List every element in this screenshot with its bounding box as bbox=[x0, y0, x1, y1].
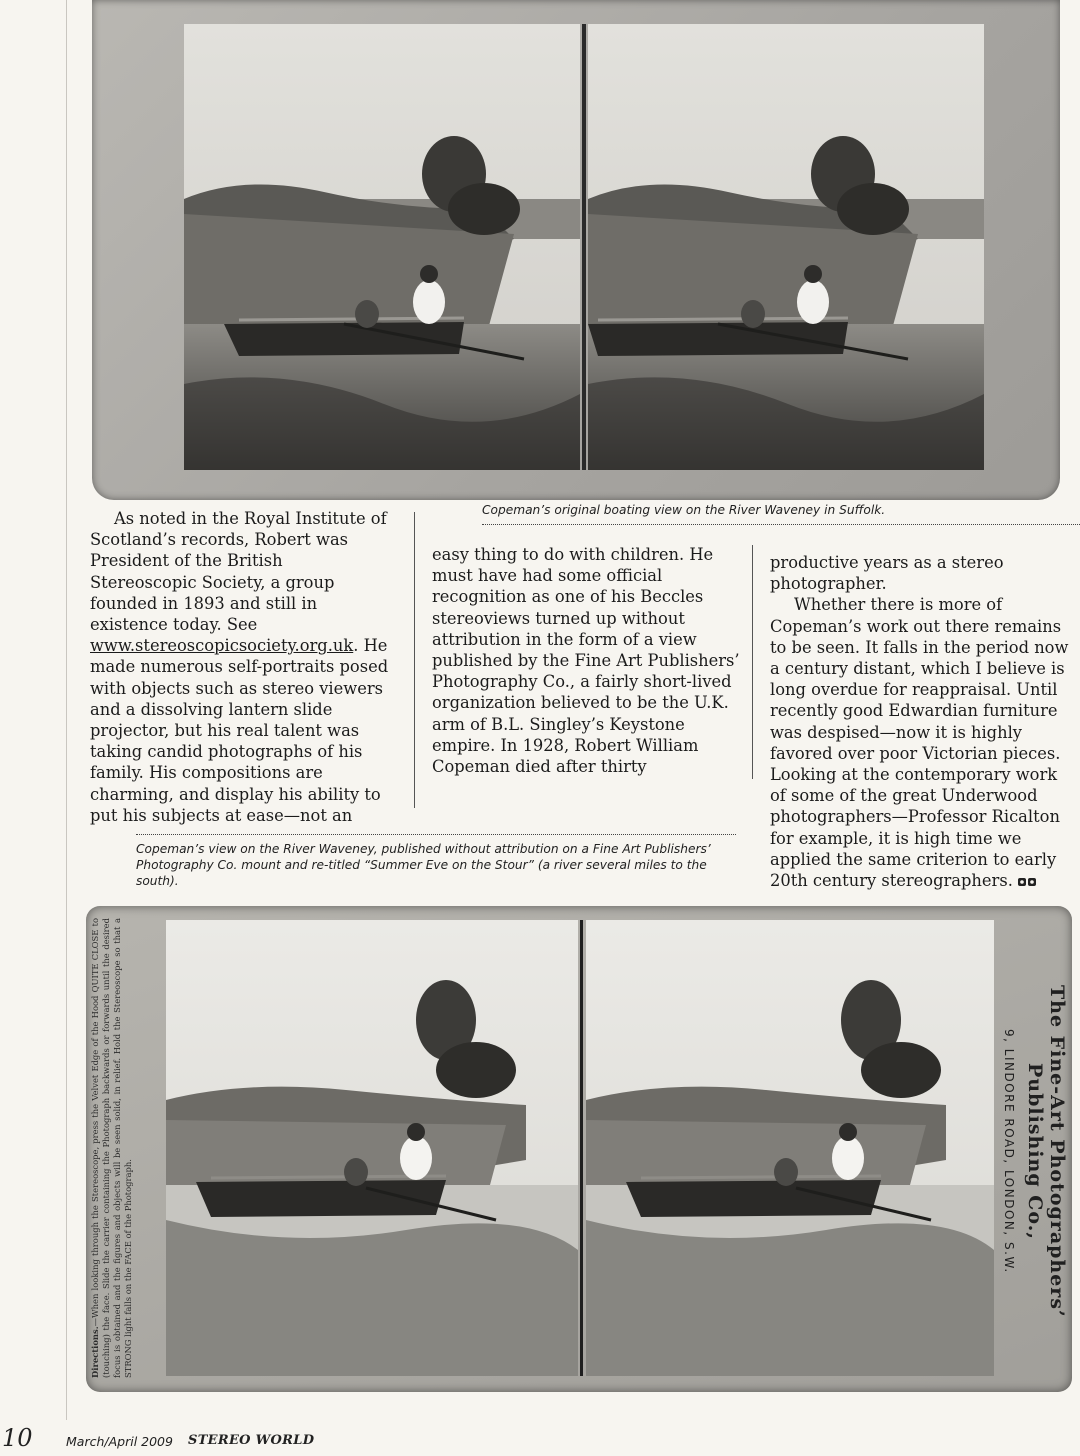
column-rule bbox=[752, 545, 753, 779]
page-footer bbox=[0, 1424, 1080, 1456]
issue-date: March/April 2009 bbox=[66, 1434, 173, 1449]
directions-body: —When looking through the Stereoscope, press the Velvet Edge of the Hood QUITE CLOSE to (touching) the face. Slide the carrier containing the Photograph backwards or forwards until the desired focus is obtained and the figures and objects will be seen solid, in relief. Hold the Stereoscope so that a STRONG light falls on the FACE of the Photograph. bbox=[90, 918, 133, 1378]
paragraph: productive years as a stereo photographer. bbox=[770, 553, 1004, 594]
margin-rule bbox=[66, 0, 67, 1420]
column-rule bbox=[414, 512, 415, 808]
stereo-photo-right bbox=[588, 24, 984, 470]
page-number: 10 bbox=[2, 1424, 33, 1452]
publisher-imprint bbox=[1002, 926, 1068, 1376]
stereo-photo-left bbox=[166, 920, 578, 1376]
stereo-photo-left bbox=[184, 24, 580, 470]
paragraph bbox=[90, 508, 390, 826]
society-link[interactable]: www.stereoscopicsociety.org.uk bbox=[90, 636, 354, 656]
text: As noted in the Royal Institute of Scotland’s records, Robert was President of the British Stereoscopic Society, a group founded in 1893 and still in existence today. See bbox=[90, 509, 387, 635]
article-column-3 bbox=[770, 552, 1074, 891]
text: Whether there is more of Copeman’s work out there remains to be seen. It falls in the period now a century distant, which I believe is long overdue for reappraisal. Until recently good Edwardian furniture was despised—now it is highly favored over poor Victorian pieces. Looking at the contemporary work of some of the great Underwood photographers—Professor Ricalton for example, it is high time we applied the same criterion to early 20th century stereographers. bbox=[770, 595, 1069, 891]
stereoview-card-original bbox=[92, 0, 1060, 500]
text: . He made numerous self-portraits posed with objects such as stereo viewers and a dissolving lantern slide projector, but his real talent was taking candid photographs of his family. His compositions are charming, and display his ability to put his subjects at ease—not an bbox=[90, 636, 389, 825]
paragraph: easy thing to do with children. He must have had some official recognition as one of his Beccles stereoviews turned up without attribution in the form of a view published by the Fine Art Publishers’ Photography Co., a fairly short-lived organization believed to be the U.K. arm of B.L. Singley’s Keystone empire. In 1928, Robert William Copeman died after thirty bbox=[432, 545, 740, 777]
article-column-2 bbox=[432, 544, 744, 777]
magazine-title: STEREO WORLD bbox=[188, 1433, 315, 1448]
publisher-name: The Fine-Art Photographers’ Publishing Co., bbox=[1024, 984, 1068, 1318]
directions-label: Directions. bbox=[90, 1326, 100, 1378]
stereo-divider bbox=[582, 24, 586, 470]
directions-text bbox=[90, 918, 160, 1378]
paragraph bbox=[770, 594, 1074, 891]
end-of-article-icon bbox=[1017, 877, 1037, 887]
caption-original-view: Copeman’s original boating view on the River Waveney in Suffolk. bbox=[482, 502, 1080, 525]
article-column-1 bbox=[90, 508, 390, 826]
publisher-address: 9, LINDORE ROAD, LONDON, S.W. bbox=[1002, 1028, 1016, 1274]
stereo-photo-right bbox=[586, 920, 994, 1376]
stereoview-card-fine-art bbox=[86, 906, 1072, 1392]
stereo-divider bbox=[580, 920, 583, 1376]
caption-published-view: Copeman’s view on the River Waveney, published without attribution on a Fine Art Publishers’ Photography Co. mount and re-titled “Summer Eve on the Stour” (a river several miles to the south). bbox=[136, 834, 736, 889]
